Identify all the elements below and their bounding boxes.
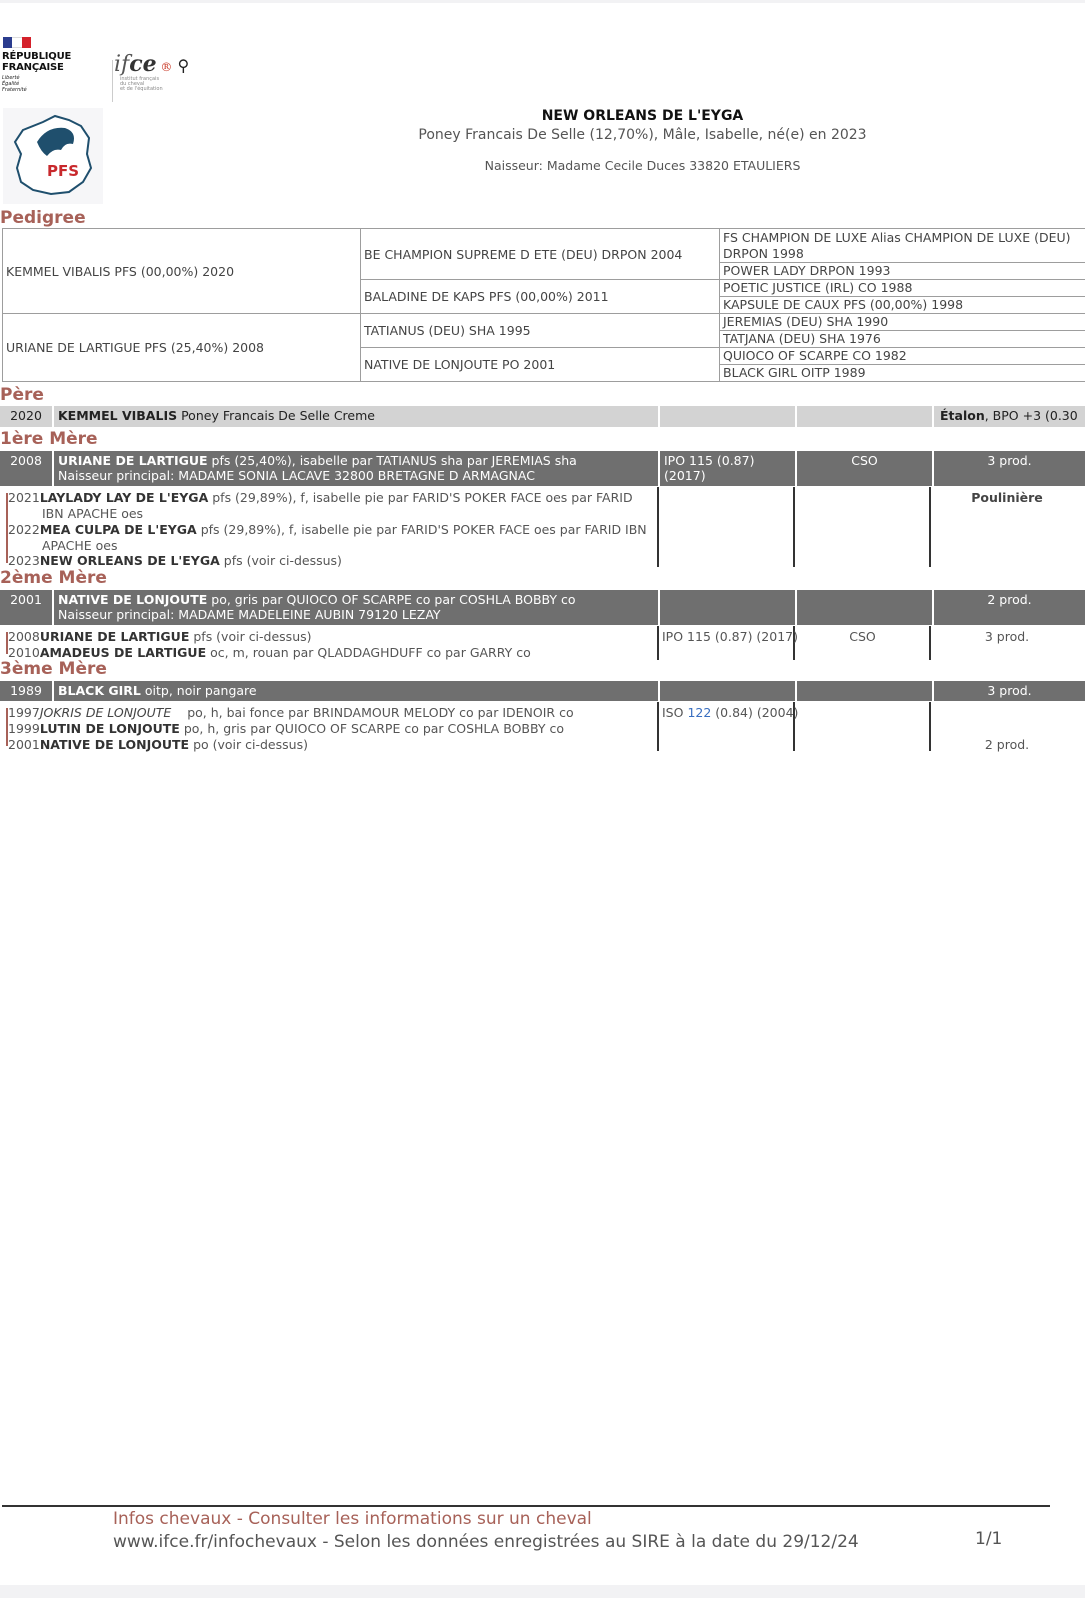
- offspring-desc: po, h, bai fonce par BRINDAMOUR MELODY co par IDENOIR co: [187, 705, 574, 720]
- offspring-desc: pfs (29,89%), f, isabelle pie par FARID'S POKER FACE oes par FARID IBN: [200, 522, 647, 537]
- offspring-desc-cont: APACHE oes: [42, 538, 118, 553]
- offspring-year: 2021: [8, 490, 40, 505]
- pedigree-dam: URIANE DE LARTIGUE PFS (25,40%) 2008: [3, 314, 361, 382]
- offspring-discipline: CSO: [849, 629, 876, 644]
- mere1-year: 2008: [10, 453, 42, 468]
- mere3-prod: 3 prod.: [932, 681, 1085, 701]
- mere3-name: BLACK GIRL: [58, 683, 141, 698]
- offspring-name: MEA CULPA DE L'EYGA: [39, 522, 197, 537]
- offspring-year: 2010: [8, 645, 40, 660]
- motto-2: Égalité: [2, 81, 20, 87]
- mere2-discipline: [795, 590, 932, 625]
- pfs-logo: [3, 108, 103, 204]
- offspring-status: Poulinière: [971, 490, 1043, 505]
- offspring-year: 2023: [8, 553, 40, 568]
- mere1-main: [52, 451, 658, 486]
- offspring-name: JOKRIS DE LONJOUTE: [39, 705, 172, 720]
- offspring-name: URIANE DE LARTIGUE: [39, 629, 190, 644]
- francaise-label: FRANÇAISE: [2, 62, 64, 73]
- offspring-ipo: IPO 115 (0.87) (2017): [662, 629, 798, 644]
- mere1-discipline: CSO: [795, 451, 932, 486]
- motto-3: Fraternité: [2, 87, 27, 93]
- list-item: [8, 553, 648, 568]
- pere-bar: [0, 406, 1085, 427]
- list-item: [8, 629, 312, 644]
- pere-year: 2020: [10, 408, 42, 423]
- pedigree-sds: POETIC JUSTICE (IRL) CO 1988: [720, 280, 1085, 297]
- mere3-main: [52, 681, 658, 701]
- pedigree-table: [2, 228, 1085, 382]
- offspring-year: 1999: [8, 721, 40, 736]
- pfs-map-horse-icon: [3, 108, 103, 204]
- offspring-desc: po (voir ci-dessus): [193, 737, 308, 752]
- offspring-prod: 2 prod.: [984, 737, 1030, 752]
- mere1-col-sep-2: [793, 487, 795, 567]
- pfs-logo-text: PFS: [47, 162, 80, 180]
- offspring-year: 1997: [8, 705, 40, 720]
- mere2-prod: 2 prod.: [932, 590, 1085, 625]
- mere3-col-sep-3: [929, 702, 931, 751]
- horse-name: NEW ORLEANS DE L'EYGA: [541, 108, 744, 124]
- mere2-col-sep-1: [657, 626, 659, 660]
- pedigree-sdd: KAPSULE DE CAUX PFS (00,00%) 1998: [720, 297, 1085, 314]
- pere-status: [932, 406, 1085, 427]
- pedigree-dam-sire: TATIANUS (DEU) SHA 1995: [361, 314, 720, 348]
- pedigree-heading: Pedigree: [0, 208, 86, 228]
- mere2-name: NATIVE DE LONJOUTE: [58, 592, 208, 607]
- ifce-logo: ifce ® ⚲ institut français du cheval et de l'équitation: [114, 51, 190, 92]
- offspring-desc: po, h, gris par QUIOCO OF SCARPE co par COSHLA BOBBY co: [183, 721, 564, 736]
- iso-label: ISO: [662, 705, 684, 720]
- mere1-name: URIANE DE LARTIGUE: [58, 453, 208, 468]
- mere3-heading: 3ème Mère: [0, 659, 107, 679]
- list-item: [8, 705, 574, 720]
- offspring-iso: [662, 705, 798, 720]
- mere1-desc: pfs (25,40%), isabelle par TATIANUS sha par JEREMIAS sha: [211, 453, 577, 468]
- offspring-prod: 3 prod.: [984, 629, 1030, 644]
- mere2-bar: [0, 590, 1085, 625]
- offspring-name: NEW ORLEANS DE L'EYGA: [39, 553, 220, 568]
- pere-disc: [795, 406, 932, 427]
- list-item: [8, 522, 648, 537]
- mere1-prod: 3 prod.: [932, 451, 1085, 486]
- pedigree-ddd: BLACK GIRL OITP 1989: [720, 365, 1085, 382]
- republique-francaise-logo: [2, 37, 82, 93]
- mere2-heading: 2ème Mère: [0, 568, 107, 588]
- pedigree-dsd: TATJANA (DEU) SHA 1976: [720, 331, 1085, 348]
- offspring-year: 2022: [8, 522, 40, 537]
- mere1-bar: [0, 451, 1085, 486]
- horse-breeder: Naisseur: Madame Cecile Duces 33820 ETAULIERS: [484, 158, 801, 173]
- pere-status-label: Étalon: [940, 408, 985, 423]
- pedigree-dam-dam: NATIVE DE LONJOUTE PO 2001: [361, 348, 720, 382]
- mere1-col-sep-3: [929, 487, 931, 567]
- horse-header: [380, 108, 905, 173]
- mere1-col-sep-1: [657, 487, 659, 567]
- mere3-bar: [0, 681, 1085, 701]
- list-item: [8, 737, 308, 752]
- mere2-desc: po, gris par QUIOCO OF SCARPE co par COSHLA BOBBY co: [211, 592, 576, 607]
- mere1-heading: 1ère Mère: [0, 429, 98, 449]
- logo-divider: [112, 60, 113, 102]
- pedigree-sire-dam: BALADINE DE KAPS PFS (00,00%) 2011: [361, 280, 720, 314]
- mere2-breeder: Naisseur principal: MADAME MADELEINE AUBIN 79120 LEZAY: [58, 607, 441, 622]
- ifce-caption-3: et de l'équitation: [120, 86, 163, 92]
- pedigree-sire: KEMMEL VIBALIS PFS (00,00%) 2020: [3, 229, 361, 314]
- french-flag-icon: [3, 37, 31, 48]
- offspring-name: LUTIN DE LONJOUTE: [39, 721, 180, 736]
- pere-heading: Père: [0, 385, 44, 405]
- mere1-breeder: Naisseur principal: MADAME SONIA LACAVE 32800 BRETAGNE D ARMAGNAC: [58, 468, 535, 483]
- page-number: 1/1: [975, 1529, 1003, 1549]
- list-item: [8, 490, 648, 505]
- pedigree-ssd: POWER LADY DRPON 1993: [720, 263, 1085, 280]
- pedigree-sss: FS CHAMPION DE LUXE Alias CHAMPION DE LUXE (DEU) DRPON 1998: [720, 229, 1085, 263]
- pedigree-dss: JEREMIAS (DEU) SHA 1990: [720, 314, 1085, 331]
- list-item: [8, 645, 531, 660]
- ifce-caption-1: institut français: [120, 76, 160, 82]
- mere2-ipo: [658, 590, 795, 625]
- footer-source: www.ifce.fr/infochevaux - Selon les données enregistrées au SIRE à la date du 29/12/24: [113, 1532, 859, 1552]
- pere-main: [52, 406, 658, 427]
- offspring-desc: oc, m, rouan par QLADDAGHDUFF co par GARRY co: [210, 645, 531, 660]
- horse-details: Poney Francais De Selle (12,70%), Mâle, Isabelle, né(e) en 2023: [418, 127, 867, 143]
- mere2-year: 2001: [10, 592, 42, 607]
- mere2-offspring: [0, 626, 1085, 662]
- offspring-desc: pfs (voir ci-dessus): [223, 553, 342, 568]
- iso-value: 122: [687, 705, 712, 720]
- pere-ipo: [658, 406, 795, 427]
- pedigree-dds: QUIOCO OF SCARPE CO 1982: [720, 348, 1085, 365]
- offspring-year: 2008: [8, 629, 40, 644]
- motto-1: Liberté: [2, 75, 20, 81]
- mere3-offspring: [0, 702, 1085, 754]
- pedigree-sire-sire: BE CHAMPION SUPREME D ETE (DEU) DRPON 2004: [361, 229, 720, 280]
- republique-label: RÉPUBLIQUE: [2, 51, 72, 62]
- mere2-main: [52, 590, 658, 625]
- ifce-caption-2: du cheval: [120, 81, 145, 87]
- list-item: [8, 721, 564, 736]
- pere-name: KEMMEL VIBALIS: [58, 408, 178, 423]
- offspring-desc: pfs (29,89%), f, isabelle pie par FARID'S POKER FACE oes par FARID: [212, 490, 633, 505]
- pere-status-rest: , BPO +3 (0.30: [984, 408, 1078, 423]
- mere1-offspring: [0, 487, 1085, 569]
- offspring-name: AMADEUS DE LARTIGUE: [39, 645, 207, 660]
- footer-link[interactable]: Infos chevaux - Consulter les informations sur un cheval: [113, 1509, 592, 1529]
- offspring-name: NATIVE DE LONJOUTE: [39, 737, 190, 752]
- pere-breed: Poney Francais De Selle Creme: [181, 408, 375, 423]
- document-page: [0, 3, 1085, 1585]
- mere3-ipo: [658, 681, 795, 701]
- mere3-discipline: [795, 681, 932, 701]
- mere3-desc: oitp, noir pangare: [144, 683, 257, 698]
- offspring-desc-cont: IBN APACHE oes: [42, 506, 144, 521]
- mere3-year: 1989: [10, 683, 42, 698]
- iso-rest: (0.84) (2004): [715, 705, 799, 720]
- offspring-desc: pfs (voir ci-dessus): [193, 629, 312, 644]
- mere3-col-sep-1: [657, 702, 659, 751]
- footer-divider: [2, 1505, 1050, 1507]
- offspring-year: 2001: [8, 737, 40, 752]
- offspring-name: LAYLADY LAY DE L'EYGA: [39, 490, 209, 505]
- mere1-ipo: IPO 115 (0.87) (2017): [658, 451, 795, 486]
